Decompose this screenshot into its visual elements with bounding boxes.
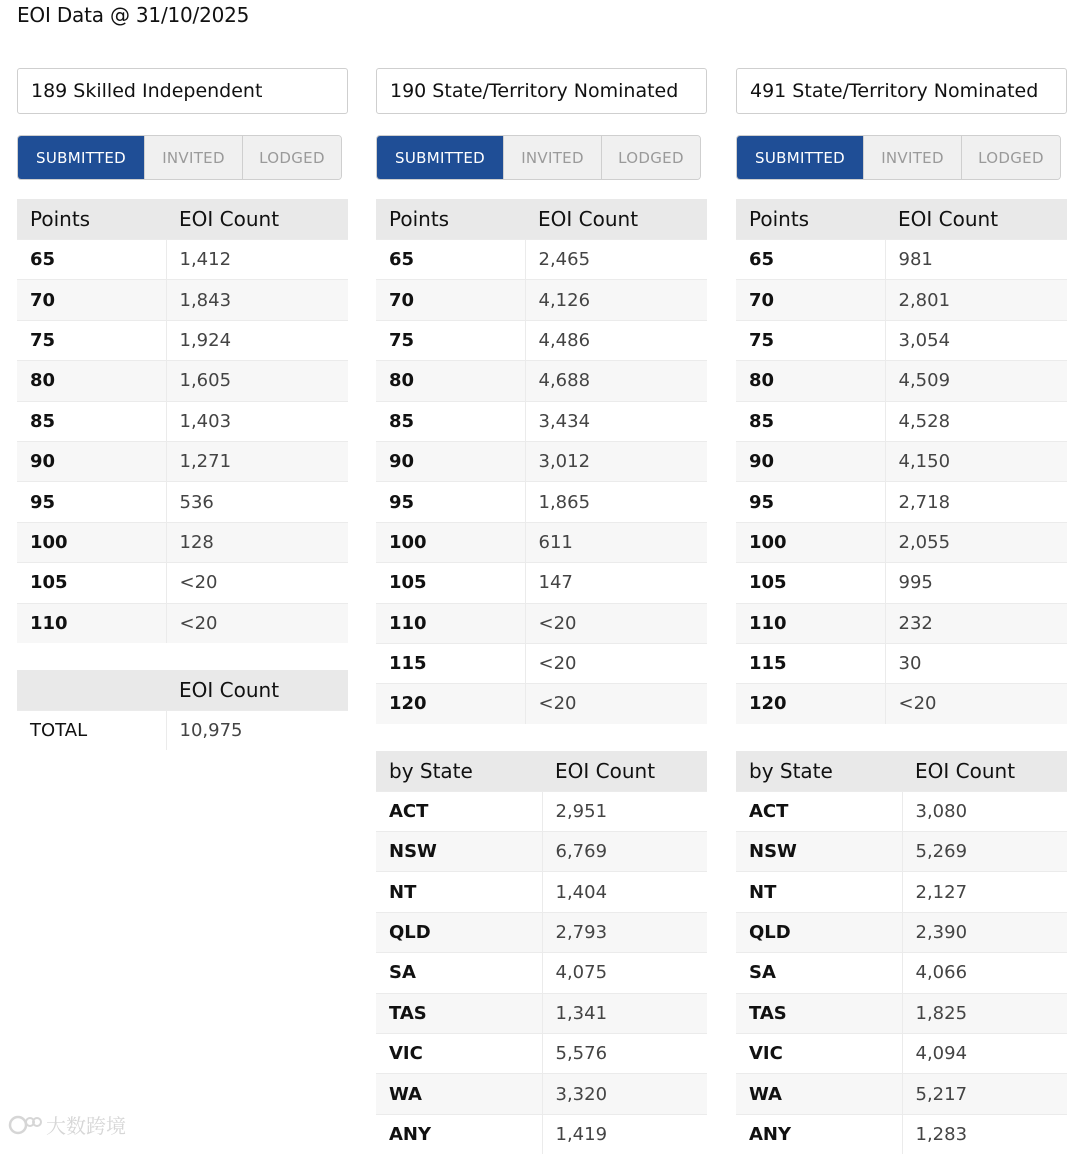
points-value: 95 <box>736 482 885 522</box>
points-value: 120 <box>736 684 885 724</box>
eoi-count-value: 1,412 <box>166 240 348 280</box>
table-row <box>376 1074 707 1114</box>
table-row <box>736 1074 1067 1114</box>
points-value: 90 <box>17 441 166 481</box>
points-value: 90 <box>736 441 885 481</box>
table-row <box>17 522 348 562</box>
tab-lodged[interactable]: LODGED <box>601 136 700 179</box>
eoi-count-value: 2,390 <box>902 912 1067 952</box>
table-row <box>17 401 348 441</box>
table-row <box>17 482 348 522</box>
visa-type-select[interactable]: 189 Skilled Independent <box>17 68 348 114</box>
table-header-row <box>736 199 1067 240</box>
points-value: 65 <box>376 240 525 280</box>
table-row <box>17 441 348 481</box>
by-state-header: by State <box>376 751 542 792</box>
status-tabs <box>376 135 701 180</box>
eoi-count-value: 2,801 <box>885 280 1067 320</box>
table-row <box>736 953 1067 993</box>
points-header: Points <box>376 199 525 240</box>
eoi-count-value: 5,269 <box>902 832 1067 872</box>
eoi-count-value: 4,066 <box>902 953 1067 993</box>
eoi-count-header: EOI Count <box>885 199 1067 240</box>
state-name: QLD <box>376 912 542 952</box>
eoi-count-value: <20 <box>885 684 1067 724</box>
points-value: 70 <box>736 280 885 320</box>
table-row <box>736 791 1067 831</box>
eoi-count-header: EOI Count <box>166 670 348 711</box>
tab-invited[interactable]: INVITED <box>503 136 601 179</box>
state-name: TAS <box>736 993 902 1033</box>
visa-type-select[interactable]: 190 State/Territory Nominated <box>376 68 707 114</box>
eoi-count-value: 1,403 <box>166 401 348 441</box>
eoi-count-value: 2,951 <box>542 791 707 831</box>
eoi-count-value: 4,126 <box>525 280 707 320</box>
eoi-count-value: 5,576 <box>542 1034 707 1074</box>
eoi-count-value: 3,012 <box>525 441 707 481</box>
table-row <box>736 522 1067 562</box>
eoi-count-value: 6,769 <box>542 832 707 872</box>
table-row <box>17 320 348 360</box>
points-value: 95 <box>17 482 166 522</box>
eoi-count-value: 3,434 <box>525 401 707 441</box>
points-value: 105 <box>376 563 525 603</box>
state-name: ANY <box>736 1114 902 1154</box>
watermark-logo-icon <box>8 1113 42 1137</box>
table-row <box>736 1034 1067 1074</box>
table-row <box>17 563 348 603</box>
state-name: SA <box>376 953 542 993</box>
table-row <box>736 603 1067 643</box>
points-value: 115 <box>736 643 885 683</box>
watermark-text: 大数跨境 <box>46 1114 126 1138</box>
table-row <box>376 563 707 603</box>
points-value: 65 <box>736 240 885 280</box>
state-name: NT <box>736 872 902 912</box>
state-name: VIC <box>376 1034 542 1074</box>
table-row <box>17 240 348 280</box>
visa-column <box>376 68 707 1154</box>
total-table <box>17 670 348 750</box>
by-state-header: by State <box>736 751 902 792</box>
eoi-count-value: 3,054 <box>885 320 1067 360</box>
table-header-row <box>376 199 707 240</box>
table-header-row <box>736 751 1067 792</box>
state-name: ACT <box>376 791 542 831</box>
points-value: 70 <box>17 280 166 320</box>
table-row <box>736 240 1067 280</box>
table-row <box>736 1114 1067 1154</box>
eoi-count-value: 1,271 <box>166 441 348 481</box>
points-value: 85 <box>736 401 885 441</box>
table-row <box>376 643 707 683</box>
state-table <box>736 751 1067 1154</box>
eoi-count-value: 2,127 <box>902 872 1067 912</box>
points-value: 75 <box>736 320 885 360</box>
visa-type-select[interactable]: 491 State/Territory Nominated <box>736 68 1067 114</box>
table-row <box>376 280 707 320</box>
eoi-count-header: EOI Count <box>525 199 707 240</box>
eoi-count-value: <20 <box>525 603 707 643</box>
tab-invited[interactable]: INVITED <box>863 136 961 179</box>
eoi-count-value: 2,718 <box>885 482 1067 522</box>
state-name: ANY <box>376 1114 542 1154</box>
eoi-count-value: 4,528 <box>885 401 1067 441</box>
eoi-count-value: 4,094 <box>902 1034 1067 1074</box>
points-value: 105 <box>736 563 885 603</box>
tab-lodged[interactable]: LODGED <box>242 136 341 179</box>
eoi-count-value: 611 <box>525 522 707 562</box>
tab-submitted[interactable]: SUBMITTED <box>18 136 144 179</box>
tab-submitted[interactable]: SUBMITTED <box>737 136 863 179</box>
state-name: QLD <box>736 912 902 952</box>
tab-invited[interactable]: INVITED <box>144 136 242 179</box>
eoi-count-value: 4,486 <box>525 320 707 360</box>
table-row <box>376 361 707 401</box>
table-row <box>17 280 348 320</box>
total-header-blank <box>17 670 166 711</box>
points-header: Points <box>736 199 885 240</box>
eoi-count-value: 1,404 <box>542 872 707 912</box>
total-value: 10,975 <box>166 710 348 750</box>
eoi-count-value: 128 <box>166 522 348 562</box>
points-value: 105 <box>17 563 166 603</box>
table-row <box>376 832 707 872</box>
eoi-count-value: <20 <box>525 643 707 683</box>
visa-column <box>736 68 1067 1154</box>
table-row <box>736 684 1067 724</box>
total-label: TOTAL <box>17 710 166 750</box>
points-value: 100 <box>17 522 166 562</box>
total-row <box>17 710 348 750</box>
table-row <box>736 441 1067 481</box>
points-value: 70 <box>376 280 525 320</box>
state-table <box>376 751 707 1154</box>
page-title: EOI Data @ 31/10/2025 <box>17 3 250 27</box>
table-header-row <box>376 751 707 792</box>
points-value: 85 <box>17 401 166 441</box>
table-row <box>736 832 1067 872</box>
state-name: TAS <box>376 993 542 1033</box>
eoi-count-value: 1,843 <box>166 280 348 320</box>
eoi-count-value: 5,217 <box>902 1074 1067 1114</box>
points-value: 110 <box>376 603 525 643</box>
table-row <box>736 361 1067 401</box>
eoi-count-value: <20 <box>525 684 707 724</box>
table-row <box>736 872 1067 912</box>
status-tabs <box>17 135 342 180</box>
points-value: 80 <box>736 361 885 401</box>
table-row <box>376 482 707 522</box>
table-row <box>736 280 1067 320</box>
table-row <box>376 240 707 280</box>
eoi-count-value: 2,465 <box>525 240 707 280</box>
state-name: NSW <box>736 832 902 872</box>
points-value: 110 <box>17 603 166 643</box>
watermark <box>8 1110 126 1139</box>
table-row <box>376 684 707 724</box>
table-row <box>376 1114 707 1154</box>
visa-column <box>17 68 348 750</box>
table-row <box>736 912 1067 952</box>
state-name: NT <box>376 872 542 912</box>
eoi-count-value: <20 <box>166 603 348 643</box>
eoi-count-header: EOI Count <box>542 751 707 792</box>
tab-submitted[interactable]: SUBMITTED <box>377 136 503 179</box>
state-name: SA <box>736 953 902 993</box>
state-name: ACT <box>736 791 902 831</box>
eoi-count-value: 30 <box>885 643 1067 683</box>
eoi-count-value: 2,055 <box>885 522 1067 562</box>
eoi-count-value: 1,605 <box>166 361 348 401</box>
points-value: 95 <box>376 482 525 522</box>
eoi-count-value: 536 <box>166 482 348 522</box>
table-row <box>376 522 707 562</box>
table-row <box>376 953 707 993</box>
points-value: 75 <box>376 320 525 360</box>
table-row <box>376 1034 707 1074</box>
eoi-count-value: 4,509 <box>885 361 1067 401</box>
points-table <box>736 199 1067 724</box>
table-row <box>376 320 707 360</box>
table-row <box>376 401 707 441</box>
eoi-count-value: 1,825 <box>902 993 1067 1033</box>
eoi-count-value: 232 <box>885 603 1067 643</box>
eoi-count-header: EOI Count <box>166 199 348 240</box>
points-value: 115 <box>376 643 525 683</box>
eoi-count-value: 1,924 <box>166 320 348 360</box>
state-name: VIC <box>736 1034 902 1074</box>
eoi-count-value: 2,793 <box>542 912 707 952</box>
table-row <box>736 563 1067 603</box>
table-row <box>376 872 707 912</box>
eoi-count-value: <20 <box>166 563 348 603</box>
table-row <box>736 482 1067 522</box>
state-name: WA <box>376 1074 542 1114</box>
table-header-row <box>17 670 348 711</box>
table-row <box>736 401 1067 441</box>
eoi-count-value: 995 <box>885 563 1067 603</box>
points-value: 85 <box>376 401 525 441</box>
points-value: 100 <box>376 522 525 562</box>
points-value: 90 <box>376 441 525 481</box>
state-name: WA <box>736 1074 902 1114</box>
eoi-count-value: 1,419 <box>542 1114 707 1154</box>
eoi-count-value: 3,080 <box>902 791 1067 831</box>
table-row <box>736 643 1067 683</box>
points-value: 65 <box>17 240 166 280</box>
state-name: NSW <box>376 832 542 872</box>
points-value: 100 <box>736 522 885 562</box>
table-row <box>376 993 707 1033</box>
eoi-count-value: 1,283 <box>902 1114 1067 1154</box>
table-row <box>736 993 1067 1033</box>
table-row <box>376 441 707 481</box>
tab-lodged[interactable]: LODGED <box>961 136 1060 179</box>
eoi-count-value: 1,865 <box>525 482 707 522</box>
points-header: Points <box>17 199 166 240</box>
status-tabs <box>736 135 1061 180</box>
table-row <box>736 320 1067 360</box>
points-value: 80 <box>17 361 166 401</box>
table-row <box>376 791 707 831</box>
points-value: 80 <box>376 361 525 401</box>
points-value: 120 <box>376 684 525 724</box>
table-row <box>376 912 707 952</box>
points-table <box>17 199 348 643</box>
table-header-row <box>17 199 348 240</box>
points-table <box>376 199 707 724</box>
eoi-count-value: 1,341 <box>542 993 707 1033</box>
table-row <box>376 603 707 643</box>
points-value: 75 <box>17 320 166 360</box>
eoi-count-value: 981 <box>885 240 1067 280</box>
eoi-count-value: 3,320 <box>542 1074 707 1114</box>
table-row <box>17 361 348 401</box>
eoi-count-value: 4,075 <box>542 953 707 993</box>
table-row <box>17 603 348 643</box>
eoi-count-value: 4,688 <box>525 361 707 401</box>
eoi-count-value: 147 <box>525 563 707 603</box>
eoi-count-value: 4,150 <box>885 441 1067 481</box>
eoi-count-header: EOI Count <box>902 751 1067 792</box>
points-value: 110 <box>736 603 885 643</box>
